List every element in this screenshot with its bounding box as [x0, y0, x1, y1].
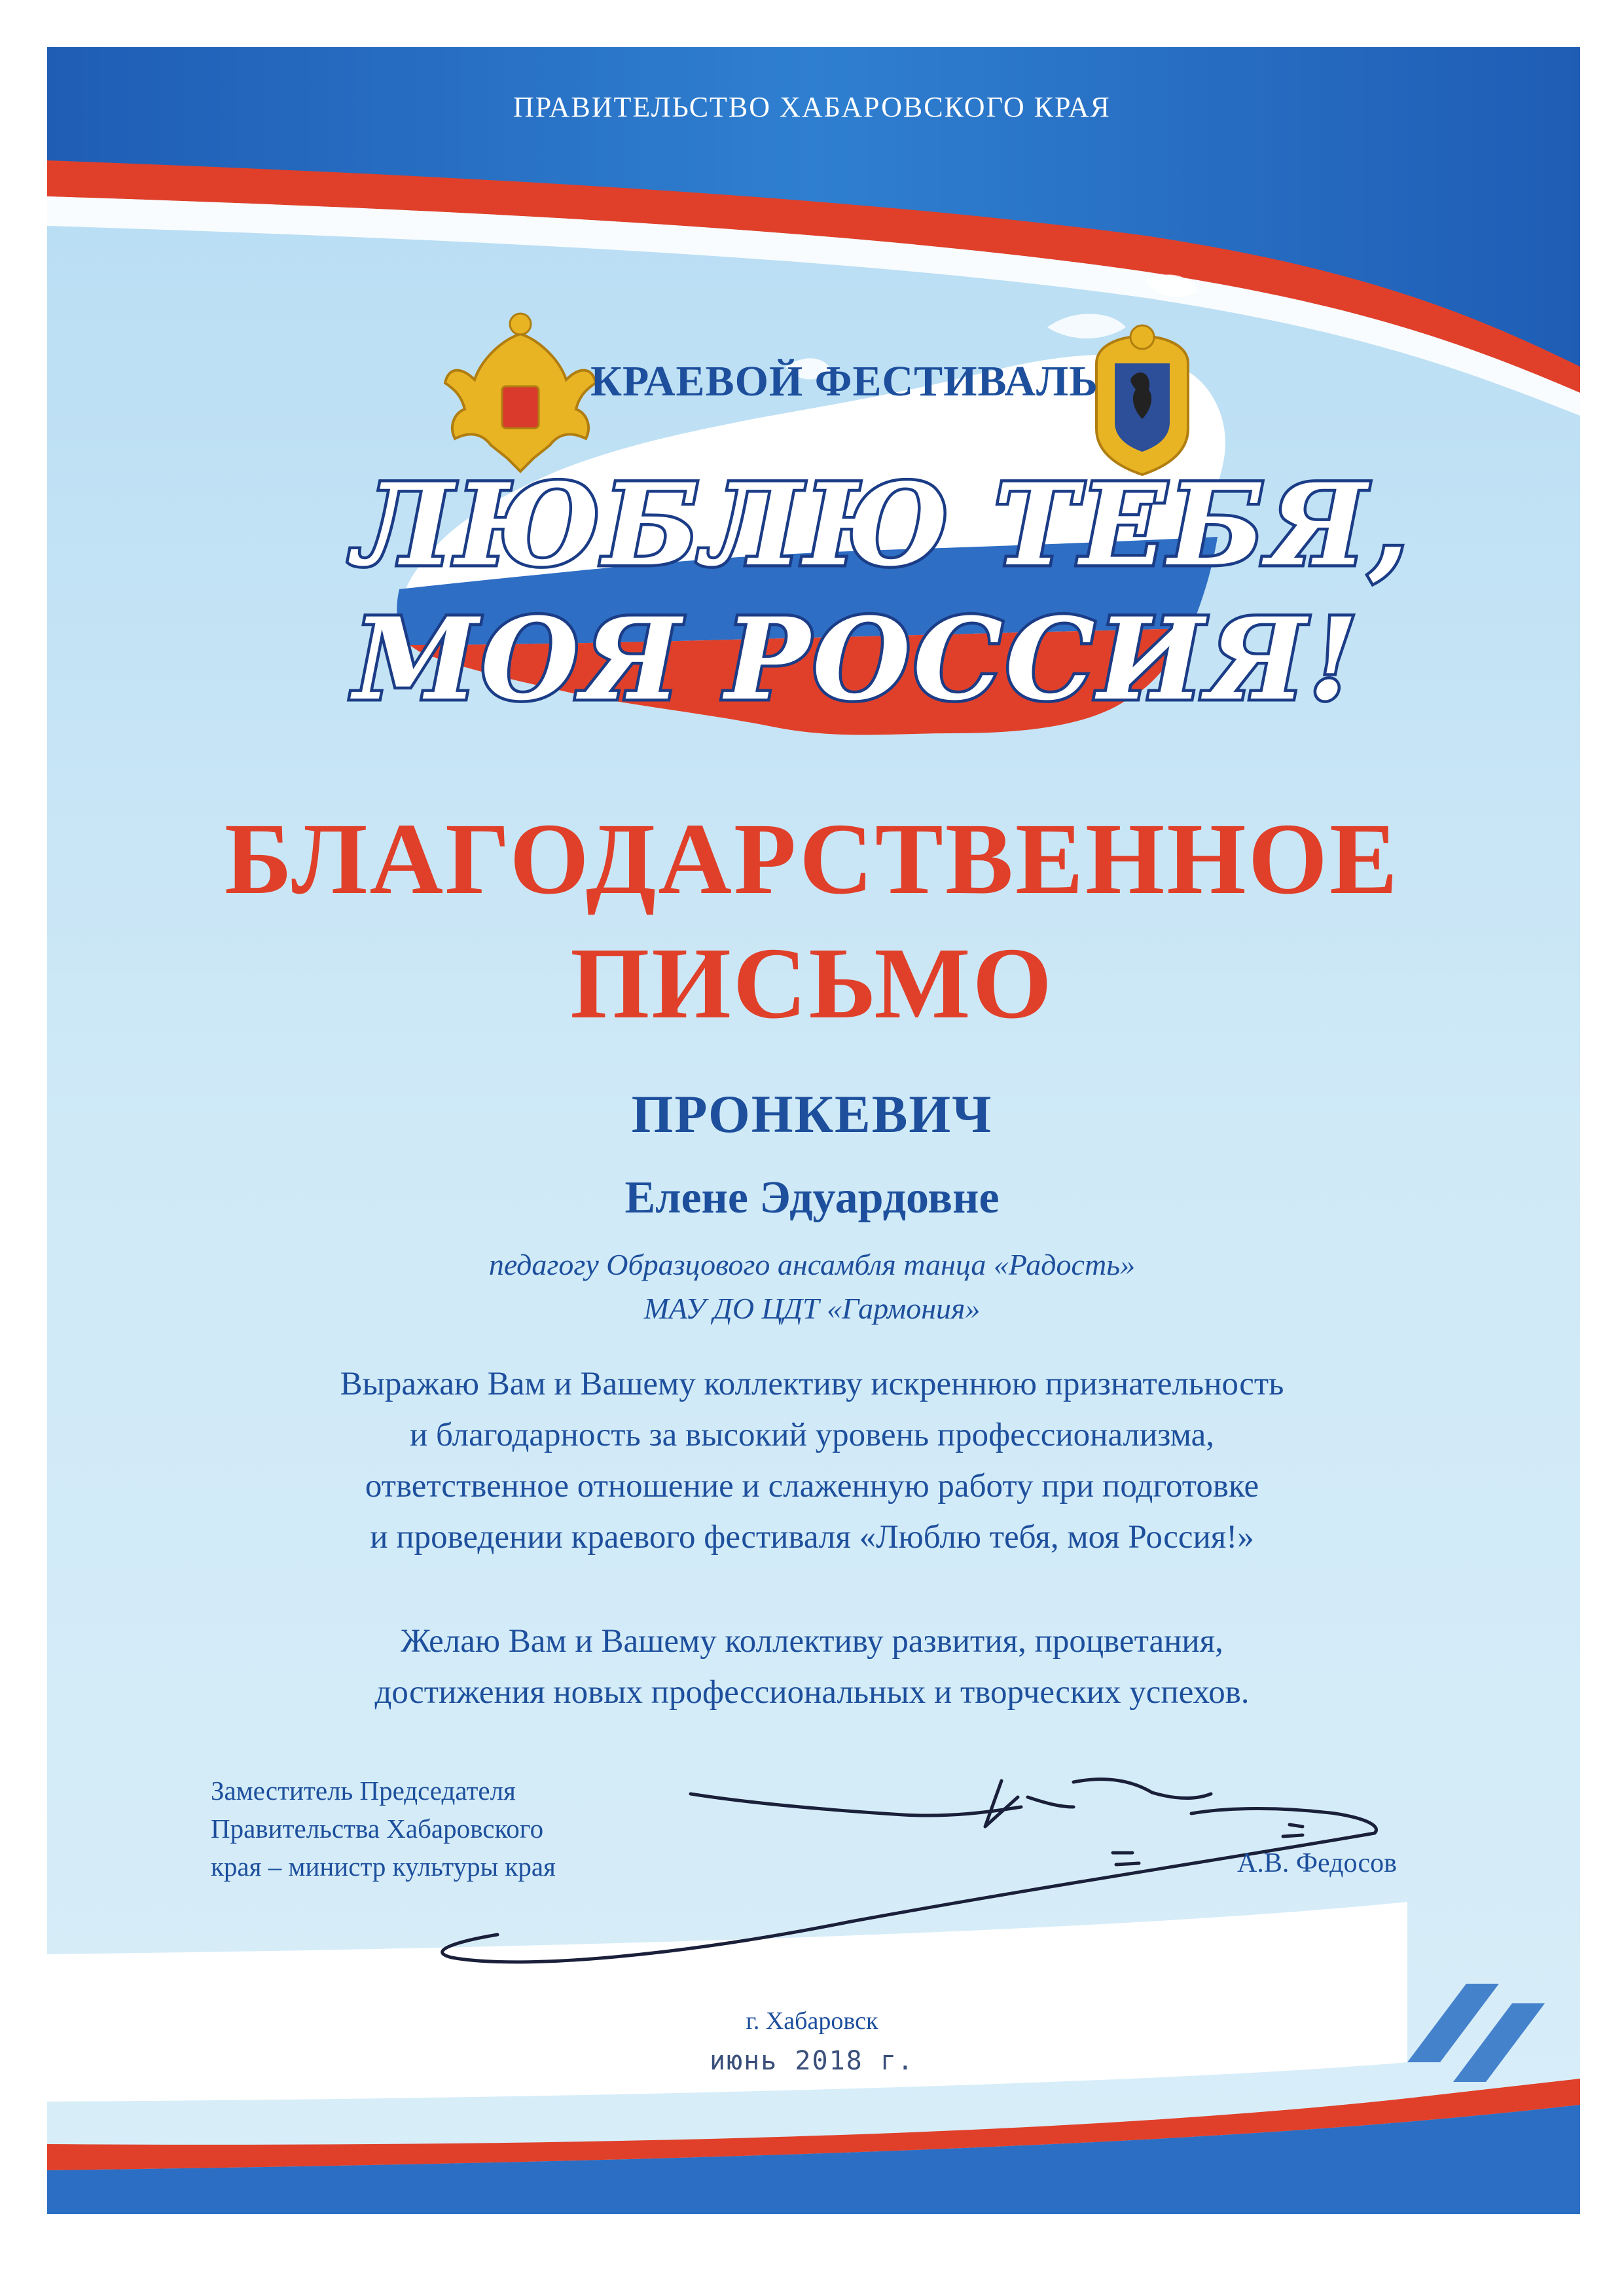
issue-place: г. Хабаровск — [746, 2007, 878, 2035]
signer-title-line1: Заместитель Председателя — [211, 1776, 516, 1806]
festival-name-line1: ЛЮБЛЮ ТЕБЯ, — [353, 458, 1411, 591]
government-header: ПРАВИТЕЛЬСТВО ХАБАРОВСКОГО КРАЯ — [513, 91, 1111, 123]
recipient-position-line2: МАУ ДО ЦДТ «Гармония» — [643, 1292, 981, 1325]
document-title-line2: ПИСЬМО — [570, 926, 1054, 1040]
body-paragraph1-line4: и проведении краевого фестиваля «Люблю тебя, моя Россия!» — [370, 1519, 1254, 1556]
body-paragraph2-line2: достижения новых профессиональных и творческих успехов. — [374, 1674, 1250, 1711]
body-paragraph1-line1: Выражаю Вам и Вашему коллективу искреннюю признательность — [340, 1366, 1284, 1402]
signer-name: А.В. Федосов — [1237, 1848, 1398, 1878]
body-paragraph1-line3: ответственное отношение и слаженную работу при подготовке — [365, 1468, 1259, 1504]
signer-title — [211, 1772, 556, 1886]
recipient-position-line1: педагогу Образцового ансамбля танца «Радость» — [488, 1248, 1136, 1281]
signer-title-line2: Правительства Хабаровского — [211, 1813, 544, 1844]
recipient-surname: ПРОНКЕВИЧ — [631, 1084, 993, 1144]
signer-title-line3: края – министр культуры края — [211, 1851, 556, 1882]
recipient-name: Елене Эдуардовне — [624, 1173, 1000, 1223]
festival-subtitle: КРАЕВОЙ ФЕСТИВАЛЬ — [590, 357, 1098, 405]
document-title-line1: БЛАГОДАРСТВЕННОЕ — [224, 802, 1400, 915]
festival-name-line2: МОЯ РОССИЯ! — [353, 592, 1361, 725]
body-paragraph1-line2: и благодарность за высокий уровень профессионализма, — [409, 1417, 1215, 1453]
issue-date-stamp: июнь 2018 г. — [710, 2046, 914, 2076]
body-paragraph2-line1: Желаю Вам и Вашему коллективу развития, процветания, — [401, 1623, 1223, 1660]
